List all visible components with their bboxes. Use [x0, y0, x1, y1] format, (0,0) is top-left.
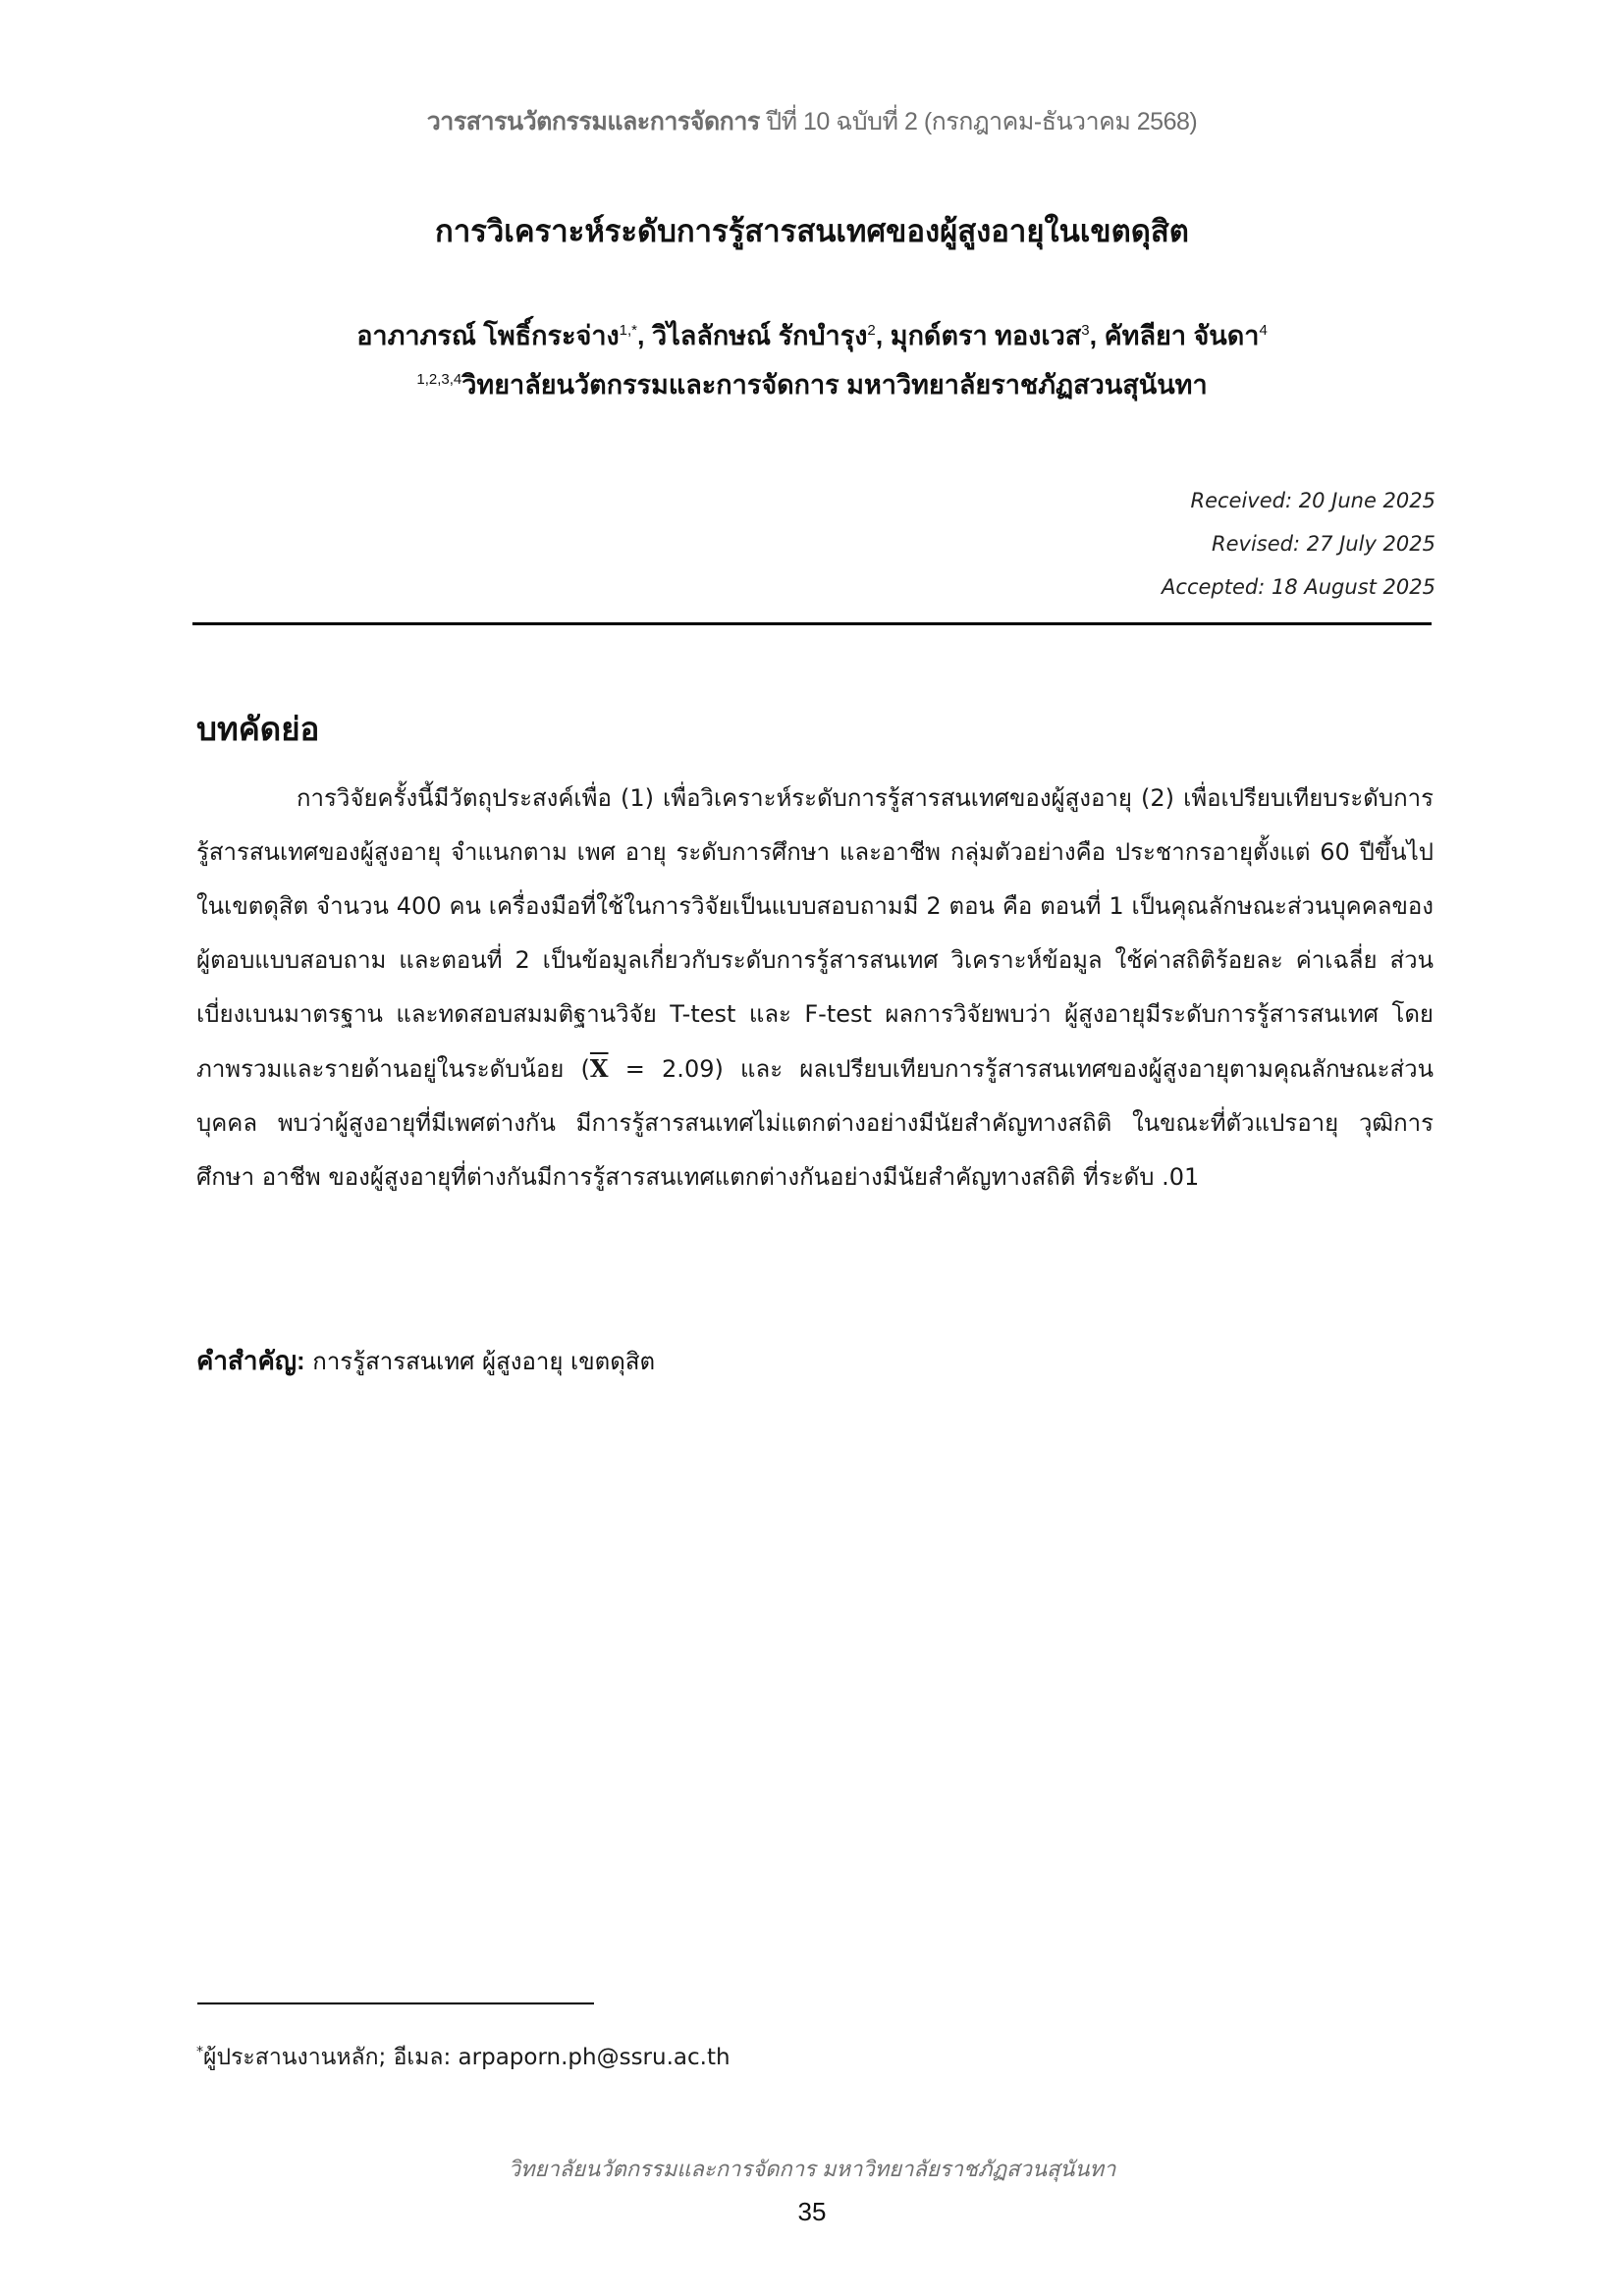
footnote-marker: * [196, 2044, 203, 2060]
author-affiliation-marker: 2 [867, 322, 876, 339]
author-separator: , [875, 321, 891, 350]
submission-dates [1162, 479, 1435, 609]
abstract-text-continued: และ ผลเปรียบเทียบการรู้สารสนเทศของผู้สูงอายุตามคุณลักษณะส่วนบุคคล พบว่าผู้สูงอายุที่มีเพศต่างกัน มีการรู้สารสนเทศไม่แตกต่างอย่างมีนัยสำคัญทางสถิติ ในขณะที่ตัวแปรอายุ วุฒิการศึกษา อาชีพ ของผู้สูงอายุที่ต่างกันมีการรู้สารสนเทศแตกต่างกันอย่างมีนัยสำคัญทางสถิติ ที่ระดับ .01 [196, 1055, 1434, 1191]
author-name: วิไลลักษณ์ รักบำรุง [652, 321, 868, 350]
mean-value: = 2.09) [608, 1055, 724, 1083]
author-name: อาภาภรณ์ โพธิ์กระจ่าง [356, 321, 620, 350]
running-header [0, 102, 1624, 141]
author-affiliation-marker: 1,* [619, 322, 638, 339]
running-footer: วิทยาลัยนวัตกรรมและการจัดการ มหาวิทยาลัยราชภัฏสวนสุนันทา [508, 2157, 1116, 2181]
page-number: 35 [797, 2197, 827, 2226]
author-separator: , [1089, 321, 1105, 350]
abstract-heading: บทคัดย่อ [196, 711, 320, 747]
revised-date: Revised: 27 July 2025 [1212, 532, 1435, 556]
keywords [196, 1341, 655, 1381]
footnote-divider [197, 2002, 594, 2004]
author-affiliation-marker: 4 [1259, 322, 1268, 339]
accepted-date: Accepted: 18 August 2025 [1162, 575, 1435, 599]
keywords-text: การรู้สารสนเทศ ผู้สูงอายุ เขตดุสิต [304, 1348, 656, 1375]
mean-symbol: $\overline{X}$ [589, 1054, 609, 1083]
author-separator: , [637, 321, 653, 350]
author-name: มุกด์ตรา ทองเวส [890, 321, 1082, 350]
issue-info: ปีที่ 10 ฉบับที่ 2 (กรกฎาคม-ธันวาคม 2568) [759, 108, 1198, 135]
affiliation-marker: 1,2,3,4 [416, 371, 462, 388]
author-list [0, 314, 1624, 356]
keywords-label: คำสำคัญ: [196, 1346, 305, 1375]
affiliation [0, 363, 1624, 405]
received-date: Received: 20 June 2025 [1190, 489, 1435, 512]
abstract-text: การวิจัยครั้งนี้มีวัตถุประสงค์เพื่อ (1) เพื่อวิเคราะห์ระดับการรู้สารสนเทศของผู้สูงอายุ (2) เพื่อเปรียบเทียบระดับการรู้สารสนเทศของผู้สูงอายุ จำแนกตาม เพศ อายุ ระดับการศึกษา และอาชีพ กลุ่มตัวอย่างคือ ประชากรอายุตั้งแต่ 60 ปีขึ้นไป ในเขตดุสิต จำนวน 400 คน เครื่องมือที่ใช้ในการวิจัยเป็นแบบสอบถามมี 2 ตอน คือ ตอนที่ 1 เป็นคุณลักษณะส่วนบุคคลของผู้ตอบแบบสอบถาม และตอนที่ 2 เป็นข้อมูลเกี่ยวกับระดับการรู้สารสนเทศ วิเคราะห์ข้อมูล ใช้ค่าสถิติร้อยละ ค่าเฉลี่ย ส่วนเบี่ยงเบนมาตรฐาน และทดสอบสมมติฐานวิจัย T-test และ F-test ผลการวิจัยพบว่า ผู้สูงอายุมีระดับการรู้สารสนเทศ โดยภาพรวมและรายด้านอยู่ในระดับน้อย ( [196, 784, 1434, 1083]
author-name: คัทลียา จันดา [1104, 321, 1260, 350]
journal-name: วารสารนวัตกรรมและการจัดการ [426, 108, 760, 135]
abstract-body [196, 772, 1434, 1204]
footnote-text: ผู้ประสานงานหลัก; อีเมล: arpaporn.ph@ssru.ac.th [203, 2045, 731, 2070]
paper-title: การวิเคราะห์ระดับการรู้สารสนเทศของผู้สูงอายุในเขตดุสิต [435, 214, 1189, 248]
affiliation-text: วิทยาลัยนวัตกรรมและการจัดการ มหาวิทยาลัยราชภัฏสวนสุนันทา [461, 370, 1208, 400]
corresponding-author-footnote [196, 2040, 731, 2075]
header-divider [192, 622, 1432, 625]
author-affiliation-marker: 3 [1081, 322, 1090, 339]
